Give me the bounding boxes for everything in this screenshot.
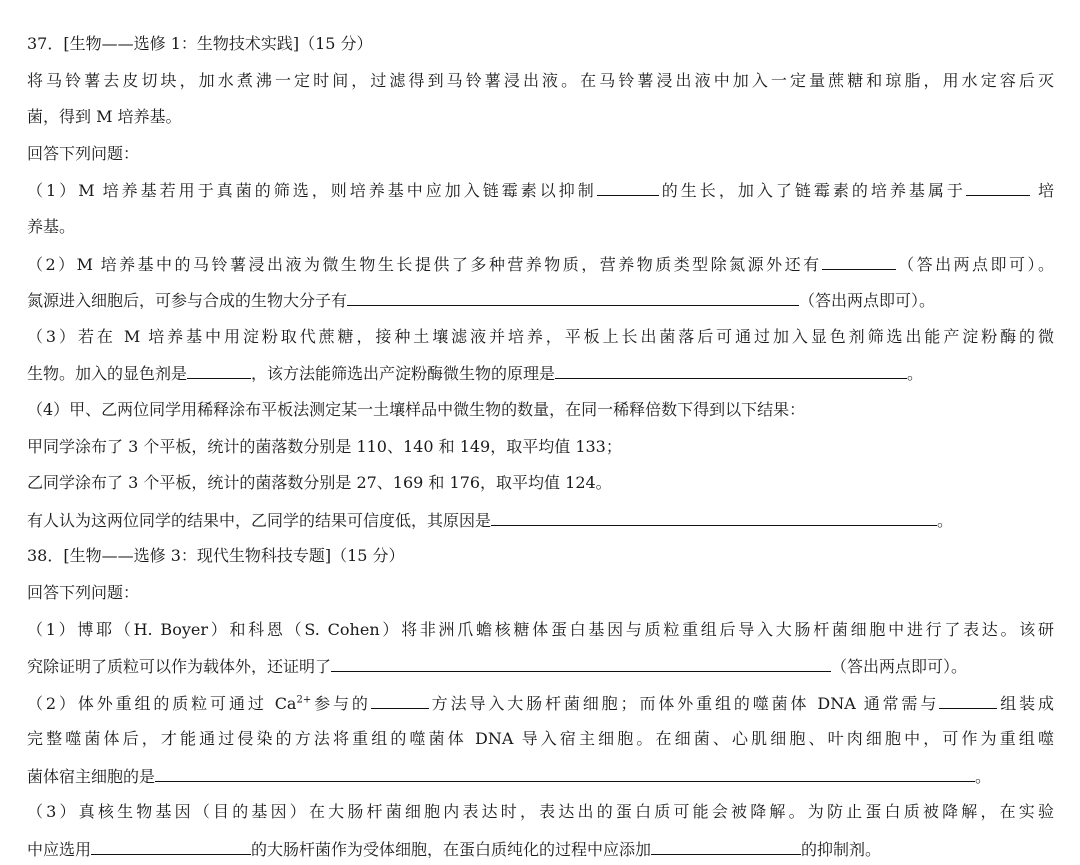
answer-blank bbox=[491, 510, 937, 526]
q37-part4-line-4: 有人认为这两位同学的结果中，乙同学的结果可信度低，其原因是 。 bbox=[27, 510, 954, 529]
answer-blank bbox=[822, 254, 896, 270]
answer-blank bbox=[91, 839, 251, 855]
q38-part1-line-2: 究除证明了质粒可以作为载体外，还证明了 （答出两点即可）。 bbox=[27, 657, 968, 676]
q37-intro-line-2: 菌，得到 M 培养基。 bbox=[27, 107, 182, 127]
q38-part2-line-1: （2）体外重组的质粒可通过 $Ca^{2+}$参与的 方法导入大肠杆菌细胞；而体外重组的噬菌体 DNA 通常需与 组装成 bbox=[27, 693, 1054, 712]
answer-blank bbox=[651, 839, 801, 855]
q37-part3-line-1: （3）若在 M 培养基中用淀粉取代蔗糖，接种土壤滤液并培养，平板上长出菌落后可通过加入显色剂筛选出能产淀粉酶的微 bbox=[27, 326, 1054, 346]
answer-blank bbox=[371, 693, 429, 709]
q38-part2-line-3: 菌体宿主细胞的是 。 bbox=[27, 766, 992, 785]
q37-part4-line-3: 乙同学涂布了 3 个平板，统计的菌落数分别是 27、169 和 176，取平均值 124。 bbox=[27, 473, 612, 493]
answer-blank bbox=[347, 290, 799, 306]
q37-part2-line-1: （2）M 培养基中的马铃薯浸出液为微生物生长提供了多种营养物质，营养物质类型除氮源外还有 （答出两点即可）。 bbox=[27, 254, 1054, 273]
q38-part1-line-1: （1）博耶（H. Boyer）和科恩（S. Cohen）将非洲爪蟾核糖体蛋白基因与质粒重组后导入大肠杆菌细胞中进行了表达。该研 bbox=[27, 619, 1054, 639]
q37-heading: 37．[生物——选修 1：生物技术实践]（15 分） bbox=[27, 34, 373, 53]
answer-blank bbox=[597, 180, 659, 196]
q37-part4-line-1: （4）甲、乙两位同学用稀释涂布平板法测定某一土壤样品中微生物的数量，在同一稀释倍数下得到以下结果： bbox=[27, 399, 806, 419]
q37-intro-line-1: 将马铃薯去皮切块，加水煮沸一定时间，过滤得到马铃薯浸出液。在马铃薯浸出液中加入一定量蔗糖和琼脂，用水定容后灭 bbox=[27, 70, 1054, 90]
answer-blank bbox=[155, 766, 975, 782]
q37-part1-line-2: 养基。 bbox=[27, 216, 76, 236]
q38-part2-line-2: 完整噬菌体后，才能通过侵染的方法将重组的噬菌体 DNA 导入宿主细胞。在细菌、心肌细胞、叶肉细胞中，可作为重组噬 bbox=[27, 729, 1054, 749]
q38-part3-line-2: 中应选用 的大肠杆菌作为受体细胞，在蛋白质纯化的过程中应添加 的抑制剂。 bbox=[27, 840, 882, 859]
answer-blank bbox=[555, 363, 907, 379]
q38-part3-line-1: （3）真核生物基因（目的基因）在大肠杆菌细胞内表达时，表达出的蛋白质可能会被降解。为防止蛋白质被降解，在实验 bbox=[27, 802, 1054, 822]
answer-blank bbox=[331, 656, 831, 672]
answer-blank bbox=[939, 693, 997, 709]
answer-blank bbox=[187, 363, 251, 379]
q37-part3-line-2: 生物。加入的显色剂是 ，该方法能筛选出产淀粉酶微生物的原理是 。 bbox=[27, 364, 924, 383]
q37-prompt: 回答下列问题： bbox=[27, 143, 140, 163]
q37-part1-line-1: （1）M 培养基若用于真菌的筛选，则培养基中应加入链霉素以抑制 的生长，加入了链霉素的培养基属于 培 bbox=[27, 181, 1054, 200]
answer-blank bbox=[966, 180, 1030, 196]
q37-part2-line-2: 氮源进入细胞后，可参与合成的生物大分子有 （答出两点即可）。 bbox=[27, 291, 936, 310]
q37-part4-line-2: 甲同学涂布了 3 个平板，统计的菌落数分别是 110、140 和 149，取平均值 133； bbox=[27, 436, 622, 456]
q38-prompt: 回答下列问题： bbox=[27, 582, 140, 602]
q38-heading: 38．[生物——选修 3：现代生物科技专题]（15 分） bbox=[27, 546, 405, 566]
